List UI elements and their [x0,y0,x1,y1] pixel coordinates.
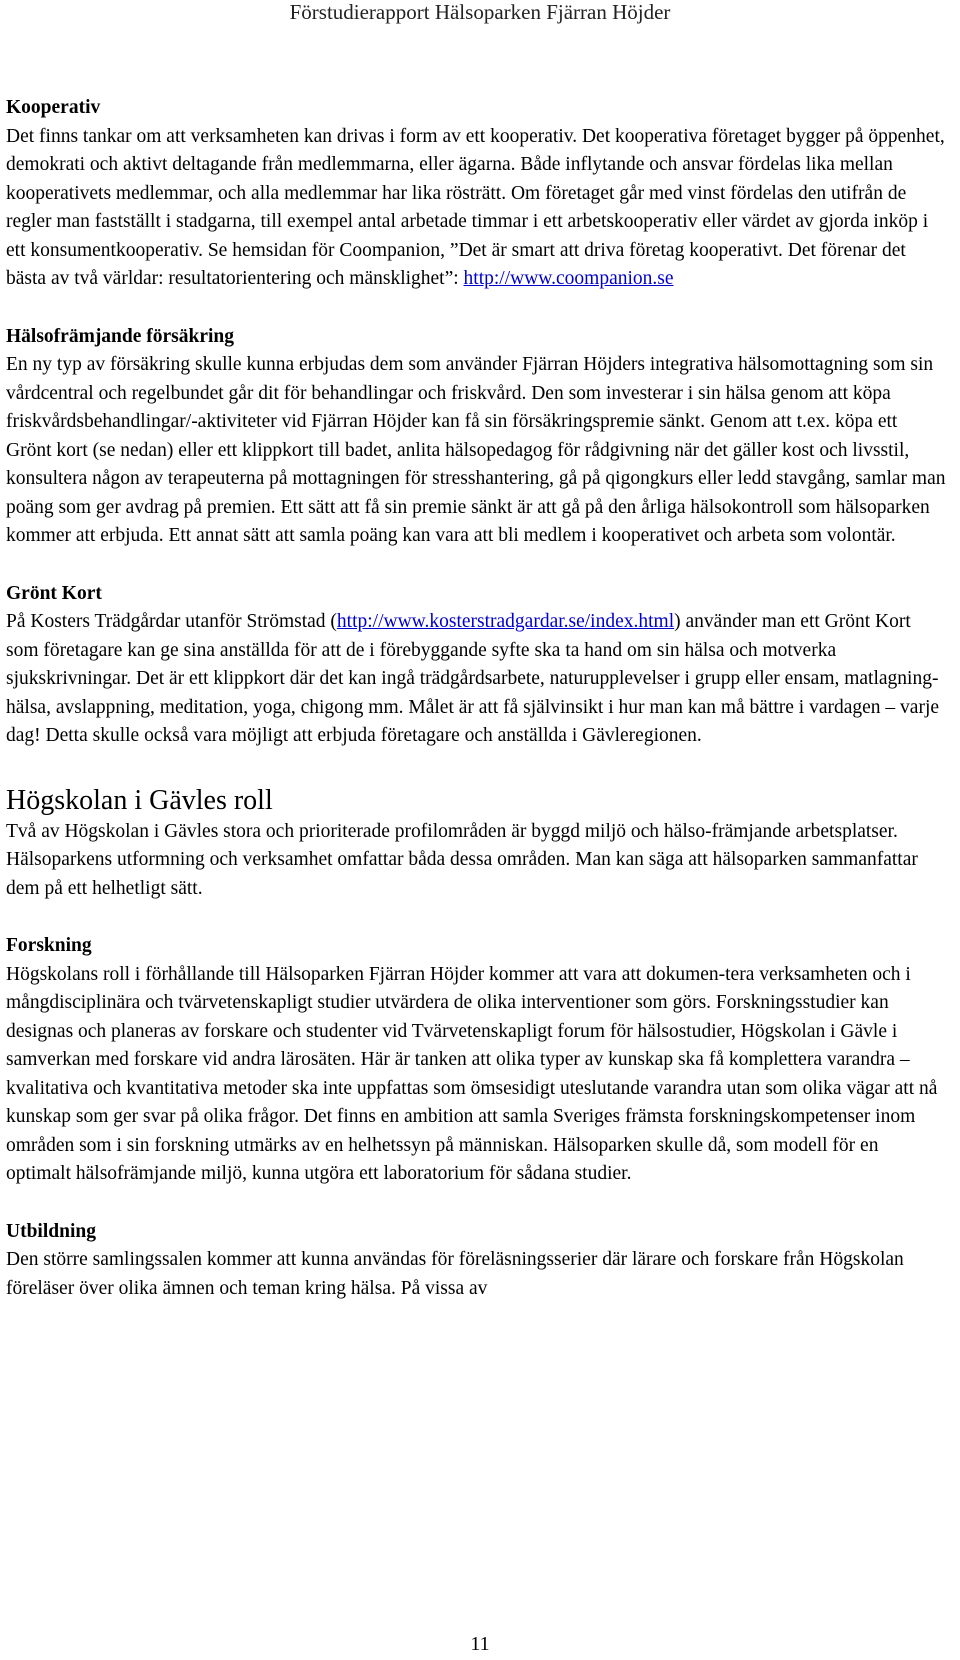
heading-hogskolan-i-gavles-roll: Högskolan i Gävles roll [6,784,273,816]
heading-gront-kort: Grönt Kort [6,582,102,604]
coompanion-link[interactable]: http://www.coompanion.se [463,268,674,289]
paragraph-kooperativ-text: Det finns tankar om att verksamheten kan drivas i form av ett kooperativ. Det kooperativa företaget bygger på öppenhet, demokrati och aktivt deltagande från medlemmarna, eller ägarna. Både inflytande och ansvar fördelas lika mellan kooperativets medlemmar, och alla medlemmar har lika rösträtt. Om företaget går med vinst fördelas den utifrån de regler man fastställt i stadgarna, till exempel antal arbetade timmar i ett arbetskooperativ eller värdet av gjorda inköp i ett konsumentkooperativ. Se hemsidan för Coompanion, ”Det är smart att driva företag kooperativt. Det förenar det bästa av två världar: resultatorientering och mänsklighet”: [6,125,945,289]
paragraph-utbildning: Den större samlingssalen kommer att kunna användas för föreläsningsserier där lärare och forskare från Högskolan föreläser över olika ämnen och teman kring hälsa. På vissa av [6,1249,904,1299]
running-header: Förstudierapport Hälsoparken Fjärran Höjder [289,0,671,24]
paragraph-gront-kort-text-1: På Kosters Trädgårdar utanför Strömstad ( [6,611,337,632]
paragraph-kooperativ [6,123,946,294]
heading-kooperativ: Kooperativ [6,97,101,118]
heading-halsoframjande-forsakring: Hälsofrämjande försäkring [6,325,235,347]
paragraph-forskning: Högskolans roll i förhållande till Hälsoparken Fjärran Höjder kommer att vara att dokumen-tera verksamheten och i mångdisciplinära och tvärvetenskapligt studier utvärdera de olika interventioner som görs. Forskningsstudier kan designas och planeras av forskare och studenter vid Tvärvetenskapligt forum för hälsostudier, Högskolan i Gävle i samverkan med forskare vid andra lärosäten. Här är tanken att olika typer av kunskap ska få komplettera varandra – kvalitativa och kvantitativa metoder ska inte uppfattas som ömsesidigt uteslutande varandra utan som olika vägar att nå kunskap som ger svar på olika frågor. Det finns en ambition att samla Sveriges främsta forskningskompetenser inom områden som i sin forskning utmärks av en helhetssyn på människan. Hälsoparken skulle då, som modell för en optimalt hälsofrämjande miljö, kunna utgöra ett laboratorium för sådana studier. [6,963,938,1184]
page-number: 11 [470,1633,490,1655]
heading-utbildning: Utbildning [6,1220,96,1242]
page-body [6,94,946,1303]
paragraph-gront-kort [6,608,946,751]
paragraph-hogskolan: Två av Högskolan i Gävles stora och prioriterade profilområden är byggd miljö och hälso-främjande arbetsplatser. Hälsoparkens utformning och verksamhet omfattar båda dessa områden. Man kan säga att hälsoparken sammanfattar dem på ett helhetligt sätt. [6,820,918,899]
paragraph-gront-kort-text-2: ) använder man ett Grönt Kort som företagare kan ge sina anställda för att de i förebyggande syfte ska ta hand om sin hälsa och motverka sjukskrivningar. Det är ett klippkort där det kan ingå trädgårdsarbete, naturupplevelser i grupp eller ensam, matlagning-hälsa, avslappning, meditation, yoga, chigong mm. Målet är att få självinsikt i hur man kan må bättre i vardagen – varje dag! Detta skulle också vara möjligt att erbjuda företagare och anställda i Gävleregionen. [6,611,940,746]
heading-forskning: Forskning [6,935,92,956]
paragraph-halsoframjande-forsakring: En ny typ av försäkring skulle kunna erbjudas dem som använder Fjärran Höjders integrativa hälsomottagning som sin vårdcentral och regelbundet går dit för behandlingar och friskvård. Den som investerar i sin hälsa genom att köpa friskvårdsbehandlingar/-aktiviteter vid Fjärran Höjder kan få sin försäkringspremie sänkt. Genom att t.ex. köpa ett Grönt kort (se nedan) eller ett klippkort till badet, anlita hälsopedagog för rådgivning när det gäller kost och livsstil, konsultera någon av terapeuterna på mottagningen för stresshantering, gå på qigongkurs eller ledd stavgång, samlar man poäng som ger avdrag på premien. Ett sätt att få sin premie sänkt är att gå på den årliga hälsokontroll som hälsoparken kommer att erbjuda. Ett annat sätt att samla poäng kan vara att bli medlem i kooperativet och arbeta som volontär. [6,354,946,546]
kosterstradgardar-link[interactable]: http://www.kosterstradgardar.se/index.html [336,611,675,632]
